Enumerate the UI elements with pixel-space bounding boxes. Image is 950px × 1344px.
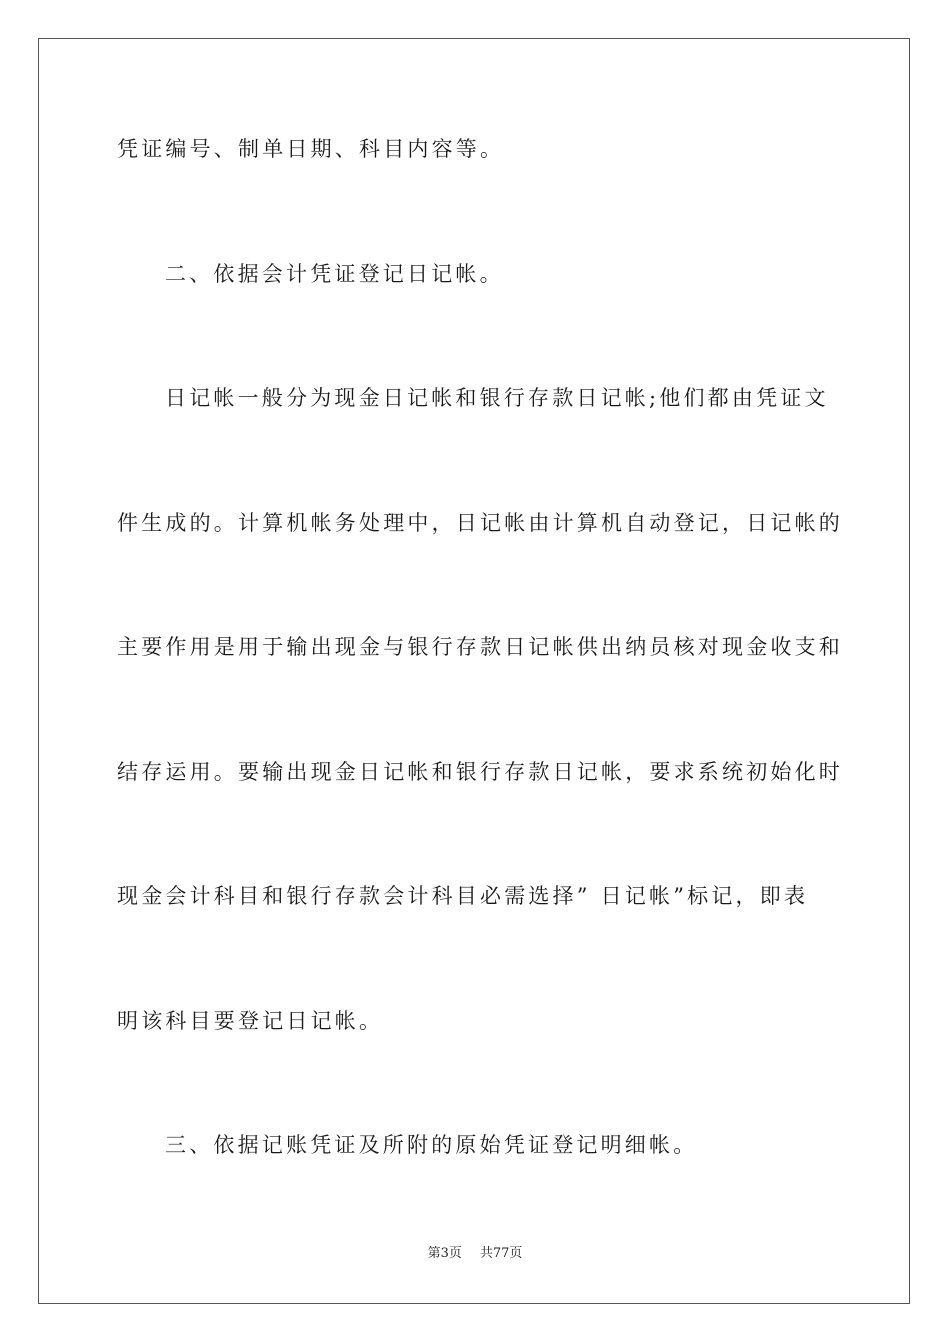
text-line-7: 现金会计科目和银行存款会计科目必需选择” 日记帐”标记，即表 <box>117 884 809 908</box>
section-heading-2: 二、依据会计凭证登记日记帐。 <box>165 262 504 286</box>
text-line-6: 结存运用。要输出现金日记帐和银行存款日记帐，要求系统初始化时 <box>117 760 843 784</box>
page-total: 共77页 <box>479 1246 523 1261</box>
section-heading-3: 三、依据记账凭证及所附的原始凭证登记明细帐。 <box>165 1133 698 1157</box>
page-footer <box>0 1245 950 1263</box>
text-line-8: 明该科目要登记日记帐。 <box>117 1009 384 1033</box>
page-number: 第3页 <box>427 1246 462 1261</box>
page-border <box>38 38 910 1304</box>
text-line-5: 主要作用是用于输出现金与银行存款日记帐供出纳员核对现金收支和 <box>117 635 843 659</box>
text-line-3: 日记帐一般分为现金日记帐和银行存款日记帐;他们都由凭证文 <box>165 386 829 410</box>
text-line-4: 件生成的。计算机帐务处理中，日记帐由计算机自动登记，日记帐的 <box>117 511 843 535</box>
text-line-1: 凭证编号、制单日期、科目内容等。 <box>117 137 505 161</box>
